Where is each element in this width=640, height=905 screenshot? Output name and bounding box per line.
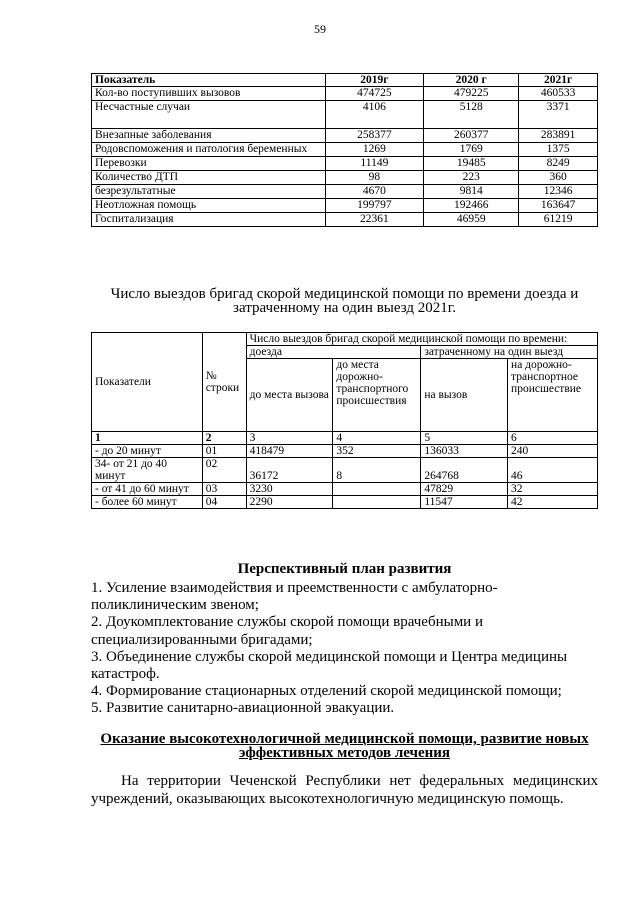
table-header-row <box>92 74 598 87</box>
cell-2019: 199797 <box>325 199 424 213</box>
row-number: 04 <box>202 496 246 509</box>
row-number: 03 <box>202 483 246 496</box>
cell-per-call: 47829 <box>421 483 508 496</box>
cell-per-call: 136033 <box>421 445 508 458</box>
cell-2021: 12346 <box>519 185 598 199</box>
trips-by-time-table <box>91 332 598 509</box>
header-per-accident: на дорожно-транспортное происшествие <box>508 359 598 432</box>
cell-2020: 479225 <box>424 87 519 101</box>
plan-list <box>91 580 598 718</box>
row-label: безрезультатные <box>92 185 326 199</box>
cell-to-accident: 8 <box>333 458 421 483</box>
cell-per-call: 11547 <box>421 496 508 509</box>
number-cell: 3 <box>246 432 333 445</box>
table-header-row <box>92 333 598 346</box>
cell-to-accident: 352 <box>333 445 421 458</box>
header-to-accident: до места дорожно-транспортного происшествия <box>333 359 421 432</box>
table-row <box>92 129 598 143</box>
cell-per-accident: 42 <box>508 496 598 509</box>
row-number: 02 <box>202 458 246 483</box>
table-row <box>92 157 598 171</box>
cell-2019: 258377 <box>325 129 424 143</box>
number-cell: 6 <box>508 432 598 445</box>
cell-2020: 260377 <box>424 129 519 143</box>
table2-title: Число выездов бригад скорой медицинской помощи по времени доезда и затраченному на один выезд 2021г. <box>110 286 579 316</box>
cell-2019: 1269 <box>325 143 424 157</box>
table-row <box>92 185 598 199</box>
cell-2021: 283891 <box>519 129 598 143</box>
row-label: - от 41 до 60 минут <box>92 483 203 496</box>
header-group: Число выездов бригад скорой медицинской помощи по времени: <box>246 333 597 346</box>
row-label: Перевозки <box>92 157 326 171</box>
row-label: Несчастные случаи <box>92 101 326 129</box>
row-label: 34- от 21 до 40 минут <box>92 458 203 483</box>
cell-2020: 5128 <box>424 101 519 129</box>
plan-heading: Перспективный план развития <box>237 561 452 577</box>
cell-per-accident: 46 <box>508 458 598 483</box>
cell-2019: 11149 <box>325 157 424 171</box>
header-2020: 2020 г <box>424 74 519 87</box>
table-row <box>92 87 598 101</box>
table-row <box>92 143 598 157</box>
row-label: Количество ДТП <box>92 171 326 185</box>
plan-item: 2. Доукомплектование службы скорой помощи врачебными и специализированными бригадами; <box>91 614 483 648</box>
plan-item: 3. Объединение службы скорой медицинской помощи и Центра медицины катастроф. <box>91 648 568 683</box>
row-label: Кол-во поступивших вызовов <box>92 87 326 101</box>
plan-item: 5. Развитие санитарно-авиационной эвакуации. <box>91 700 395 717</box>
cell-2019: 98 <box>325 171 424 185</box>
calls-statistics-table <box>91 73 598 227</box>
tech-heading: Оказание высокотехнологичной медицинской помощи, развитие новых эффективных методов лечения <box>100 731 589 761</box>
row-label: Внезапные заболевания <box>92 129 326 143</box>
number-cell: 4 <box>333 432 421 445</box>
cell-to-accident <box>333 496 421 509</box>
cell-to-accident <box>333 483 421 496</box>
plan-item: 4. Формирование стационарных отделений скорой медицинской помощи; <box>91 683 562 700</box>
table-row <box>92 458 598 483</box>
number-cell: 1 <box>92 432 203 445</box>
cell-to-place: 2290 <box>246 496 333 509</box>
plan-item: 1. Усиление взаимодействия и преемственности с амбулаторно-поликлиническим звеном; <box>91 580 498 614</box>
number-cell: 5 <box>421 432 508 445</box>
cell-2019: 4106 <box>325 101 424 129</box>
cell-per-accident: 240 <box>508 445 598 458</box>
table-row <box>92 496 598 509</box>
cell-2019: 4670 <box>325 185 424 199</box>
cell-2020: 19485 <box>424 157 519 171</box>
table-row <box>92 199 598 213</box>
table-row <box>92 445 598 458</box>
cell-to-place: 36172 <box>246 458 333 483</box>
header-arrival: доезда <box>246 346 421 359</box>
cell-2021: 61219 <box>519 213 598 227</box>
cell-2020: 192466 <box>424 199 519 213</box>
row-number: 01 <box>202 445 246 458</box>
cell-2020: 1769 <box>424 143 519 157</box>
table-row <box>92 101 598 129</box>
table-row <box>92 213 598 227</box>
cell-2019: 22361 <box>325 213 424 227</box>
number-cell: 2 <box>202 432 246 445</box>
cell-2020: 223 <box>424 171 519 185</box>
cell-2021: 3371 <box>519 101 598 129</box>
numbering-row <box>92 432 598 445</box>
header-2021: 2021г <box>519 74 598 87</box>
page-number: 59 <box>314 22 326 36</box>
cell-per-accident: 32 <box>508 483 598 496</box>
cell-2021: 163647 <box>519 199 598 213</box>
table-row <box>92 483 598 496</box>
header-2019: 2019г <box>325 74 424 87</box>
header-to-place: до места вызова <box>246 359 333 432</box>
row-label: Неотложная помощь <box>92 199 326 213</box>
header-indicator: Показатель <box>92 74 326 87</box>
row-label: Родовспоможения и патология беременных <box>92 143 326 157</box>
cell-2019: 474725 <box>325 87 424 101</box>
cell-2021: 460533 <box>519 87 598 101</box>
cell-2020: 9814 <box>424 185 519 199</box>
row-label: - до 20 минут <box>92 445 203 458</box>
cell-2020: 46959 <box>424 213 519 227</box>
tech-paragraph: На территории Чеченской Республики нет федеральных медицинских учреждений, оказывающих высокотехнологичную медицинскую помощь. <box>91 773 598 807</box>
row-label: - более 60 минут <box>92 496 203 509</box>
header-indicators: Показатели <box>92 333 203 432</box>
cell-2021: 1375 <box>519 143 598 157</box>
cell-per-call: 264768 <box>421 458 508 483</box>
header-per-call: на вызов <box>421 359 508 432</box>
header-spent: затраченному на один выезд <box>421 346 598 359</box>
header-row-number: № строки <box>202 333 246 432</box>
cell-to-place: 3230 <box>246 483 333 496</box>
cell-to-place: 418479 <box>246 445 333 458</box>
row-label: Госпитализация <box>92 213 326 227</box>
cell-2021: 360 <box>519 171 598 185</box>
table-row <box>92 171 598 185</box>
cell-2021: 8249 <box>519 157 598 171</box>
